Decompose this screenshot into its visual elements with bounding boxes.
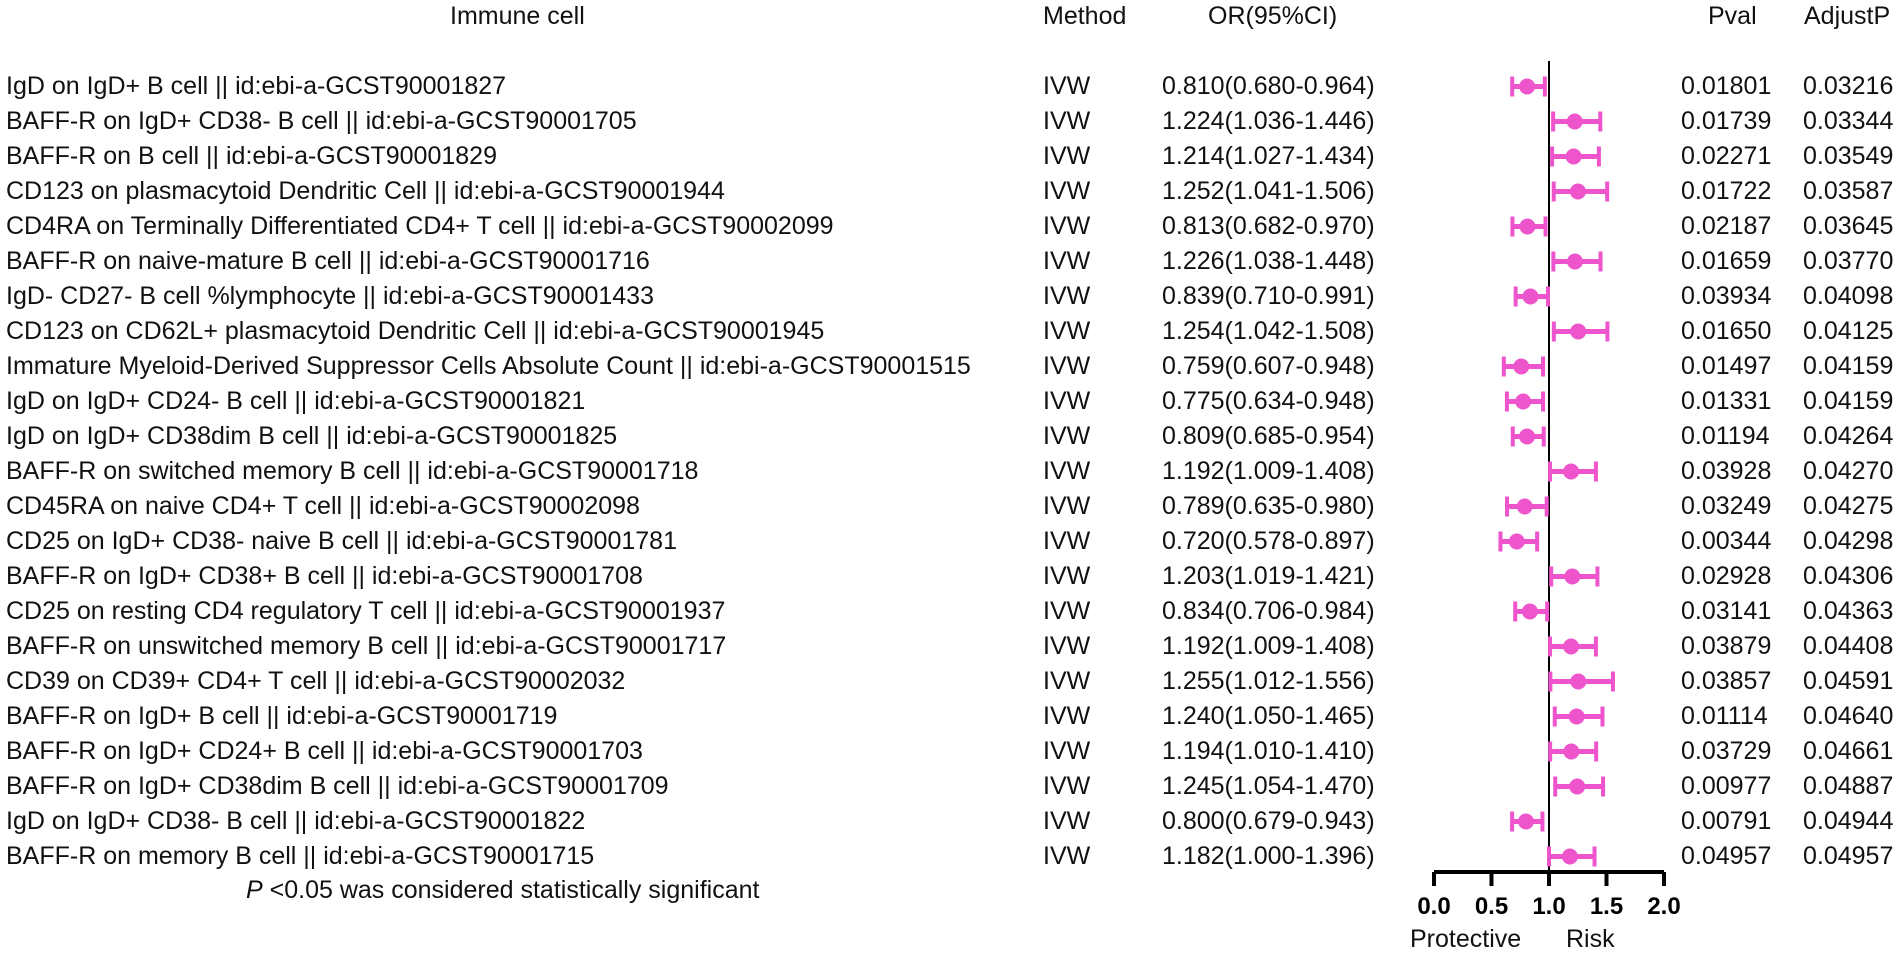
row-or-ci: 1.252(1.041-1.506) xyxy=(1162,177,1375,205)
row-method: IVW xyxy=(1043,562,1091,590)
row-pval: 0.02928 xyxy=(1681,562,1772,590)
or-point xyxy=(1563,464,1579,480)
footnote-p-symbol: P xyxy=(246,876,263,904)
row-method: IVW xyxy=(1043,597,1091,625)
row-pval: 0.01497 xyxy=(1681,352,1772,380)
row-method: IVW xyxy=(1043,387,1091,415)
row-or-ci: 0.839(0.710-0.991) xyxy=(1162,282,1375,310)
row-method: IVW xyxy=(1043,282,1091,310)
or-point xyxy=(1563,639,1579,655)
or-point xyxy=(1518,814,1534,830)
axis-label-protective: Protective xyxy=(1410,925,1522,953)
row-adjustp: 0.04306 xyxy=(1803,562,1894,590)
row-pval: 0.01659 xyxy=(1681,247,1772,275)
row-adjustp: 0.04944 xyxy=(1803,807,1894,835)
row-adjustp: 0.03216 xyxy=(1803,72,1894,100)
or-point xyxy=(1519,79,1535,95)
row-method: IVW xyxy=(1043,632,1091,660)
row-method: IVW xyxy=(1043,842,1091,870)
row-cell-name: BAFF-R on unswitched memory B cell || id:ebi-a-GCST90001717 xyxy=(6,632,727,660)
row-cell-name: BAFF-R on IgD+ CD38- B cell || id:ebi-a-GCST90001705 xyxy=(6,107,637,135)
row-method: IVW xyxy=(1043,772,1091,800)
row-cell-name: BAFF-R on naive-mature B cell || id:ebi-a-GCST90001716 xyxy=(6,247,650,275)
row-adjustp: 0.04264 xyxy=(1803,422,1894,450)
x-tick-label: 1.0 xyxy=(1532,893,1566,920)
row-method: IVW xyxy=(1043,142,1091,170)
or-point xyxy=(1569,779,1585,795)
row-method: IVW xyxy=(1043,72,1091,100)
row-adjustp: 0.04591 xyxy=(1803,667,1894,695)
row-or-ci: 1.214(1.027-1.434) xyxy=(1162,142,1375,170)
header-immune-cell: Immune cell xyxy=(450,2,585,30)
row-pval: 0.04957 xyxy=(1681,842,1772,870)
or-point xyxy=(1570,674,1586,690)
row-or-ci: 1.245(1.054-1.470) xyxy=(1162,772,1375,800)
row-method: IVW xyxy=(1043,737,1091,765)
row-or-ci: 0.775(0.634-0.948) xyxy=(1162,387,1375,415)
row-cell-name: BAFF-R on IgD+ CD24+ B cell || id:ebi-a-GCST90001703 xyxy=(6,737,643,765)
row-pval: 0.03879 xyxy=(1681,632,1772,660)
or-point xyxy=(1515,394,1531,410)
row-adjustp: 0.04159 xyxy=(1803,352,1894,380)
or-point xyxy=(1522,604,1538,620)
row-cell-name: IgD on IgD+ CD38- B cell || id:ebi-a-GCST90001822 xyxy=(6,807,586,835)
row-cell-name: BAFF-R on IgD+ CD38dim B cell || id:ebi-a-GCST90001709 xyxy=(6,772,669,800)
row-cell-name: CD123 on plasmacytoid Dendritic Cell || id:ebi-a-GCST90001944 xyxy=(6,177,725,205)
row-adjustp: 0.04661 xyxy=(1803,737,1894,765)
row-cell-name: Immature Myeloid-Derived Suppressor Cells Absolute Count || id:ebi-a-GCST90001515 xyxy=(6,352,971,380)
row-method: IVW xyxy=(1043,492,1091,520)
row-or-ci: 1.224(1.036-1.446) xyxy=(1162,107,1375,135)
row-cell-name: IgD on IgD+ B cell || id:ebi-a-GCST90001827 xyxy=(6,72,507,100)
row-adjustp: 0.04363 xyxy=(1803,597,1894,625)
x-tick-label: 0.5 xyxy=(1474,893,1509,920)
row-adjustp: 0.04270 xyxy=(1803,457,1894,485)
header-adjustp: AdjustP xyxy=(1804,2,1891,30)
row-method: IVW xyxy=(1043,527,1091,555)
row-method: IVW xyxy=(1043,422,1091,450)
row-method: IVW xyxy=(1043,212,1091,240)
row-method: IVW xyxy=(1043,667,1091,695)
row-cell-name: BAFF-R on switched memory B cell || id:ebi-a-GCST90001718 xyxy=(6,457,699,485)
row-pval: 0.01114 xyxy=(1681,702,1768,730)
x-tick-label: 1.5 xyxy=(1589,893,1624,920)
or-point xyxy=(1519,429,1535,445)
row-or-ci: 1.255(1.012-1.556) xyxy=(1162,667,1375,695)
row-or-ci: 0.759(0.607-0.948) xyxy=(1162,352,1375,380)
row-pval: 0.03249 xyxy=(1681,492,1772,520)
row-method: IVW xyxy=(1043,807,1091,835)
row-adjustp: 0.03645 xyxy=(1803,212,1894,240)
row-or-ci: 0.810(0.680-0.964) xyxy=(1162,72,1375,100)
row-or-ci: 1.192(1.009-1.408) xyxy=(1162,632,1375,660)
or-point xyxy=(1522,289,1538,305)
row-adjustp: 0.04275 xyxy=(1803,492,1894,520)
row-or-ci: 0.800(0.679-0.943) xyxy=(1162,807,1375,835)
row-adjustp: 0.04298 xyxy=(1803,527,1894,555)
row-or-ci: 1.194(1.010-1.410) xyxy=(1162,737,1375,765)
row-pval: 0.03141 xyxy=(1681,597,1772,625)
or-point xyxy=(1509,534,1525,550)
row-cell-name: IgD on IgD+ CD24- B cell || id:ebi-a-GCST90001821 xyxy=(6,387,586,415)
or-point xyxy=(1567,254,1583,270)
row-or-ci: 1.226(1.038-1.448) xyxy=(1162,247,1375,275)
row-adjustp: 0.03770 xyxy=(1803,247,1894,275)
row-adjustp: 0.04957 xyxy=(1803,842,1894,870)
row-pval: 0.00791 xyxy=(1681,807,1772,835)
row-or-ci: 1.254(1.042-1.508) xyxy=(1162,317,1375,345)
or-point xyxy=(1570,324,1586,340)
row-pval: 0.01331 xyxy=(1681,387,1772,415)
row-cell-name: BAFF-R on IgD+ CD38+ B cell || id:ebi-a-GCST90001708 xyxy=(6,562,643,590)
row-method: IVW xyxy=(1043,457,1091,485)
row-adjustp: 0.04887 xyxy=(1803,772,1894,800)
row-pval: 0.01801 xyxy=(1681,72,1772,100)
row-cell-name: CD25 on resting CD4 regulatory T cell || id:ebi-a-GCST90001937 xyxy=(6,597,726,625)
row-adjustp: 0.04408 xyxy=(1803,632,1894,660)
row-or-ci: 0.720(0.578-0.897) xyxy=(1162,527,1375,555)
footnote xyxy=(246,876,759,905)
row-pval: 0.00977 xyxy=(1681,772,1772,800)
row-cell-name: CD25 on IgD+ CD38- naive B cell || id:ebi-a-GCST90001781 xyxy=(6,527,677,555)
row-method: IVW xyxy=(1043,702,1091,730)
or-point xyxy=(1569,709,1585,725)
row-pval: 0.01722 xyxy=(1681,177,1772,205)
row-adjustp: 0.04125 xyxy=(1803,317,1894,345)
row-pval: 0.02187 xyxy=(1681,212,1772,240)
or-point xyxy=(1563,744,1579,760)
row-cell-name: CD4RA on Terminally Differentiated CD4+ T cell || id:ebi-a-GCST90002099 xyxy=(6,212,834,240)
or-point xyxy=(1566,149,1582,165)
axis-label-risk: Risk xyxy=(1566,925,1615,953)
row-or-ci: 1.240(1.050-1.465) xyxy=(1162,702,1375,730)
row-pval: 0.01650 xyxy=(1681,317,1772,345)
row-pval: 0.03928 xyxy=(1681,457,1772,485)
row-adjustp: 0.03344 xyxy=(1803,107,1894,135)
x-tick-label: 0.0 xyxy=(1417,893,1451,920)
row-pval: 0.03729 xyxy=(1681,737,1772,765)
row-cell-name: CD39 on CD39+ CD4+ T cell || id:ebi-a-GCST90002032 xyxy=(6,667,626,695)
row-cell-name: BAFF-R on memory B cell || id:ebi-a-GCST90001715 xyxy=(6,842,595,870)
row-cell-name: IgD- CD27- B cell %lymphocyte || id:ebi-a-GCST90001433 xyxy=(6,282,654,310)
or-point xyxy=(1517,499,1533,515)
row-or-ci: 1.192(1.009-1.408) xyxy=(1162,457,1375,485)
row-adjustp: 0.03549 xyxy=(1803,142,1894,170)
row-or-ci: 1.203(1.019-1.421) xyxy=(1162,562,1375,590)
row-cell-name: CD123 on CD62L+ plasmacytoid Dendritic Cell || id:ebi-a-GCST90001945 xyxy=(6,317,825,345)
row-cell-name: BAFF-R on IgD+ B cell || id:ebi-a-GCST90001719 xyxy=(6,702,558,730)
row-pval: 0.01739 xyxy=(1681,107,1772,135)
row-method: IVW xyxy=(1043,107,1091,135)
header-or-ci: OR(95%CI) xyxy=(1208,2,1338,30)
row-pval: 0.00344 xyxy=(1681,527,1772,555)
row-cell-name: BAFF-R on B cell || id:ebi-a-GCST90001829 xyxy=(6,142,497,170)
footnote-text: <0.05 was considered statistically significant xyxy=(262,876,760,904)
row-method: IVW xyxy=(1043,352,1091,380)
or-point xyxy=(1564,569,1580,585)
row-or-ci: 0.813(0.682-0.970) xyxy=(1162,212,1375,240)
row-adjustp: 0.04098 xyxy=(1803,282,1894,310)
header-pval: Pval xyxy=(1708,2,1757,30)
row-method: IVW xyxy=(1043,317,1091,345)
row-adjustp: 0.04159 xyxy=(1803,387,1894,415)
x-tick-label: 2.0 xyxy=(1647,893,1681,920)
row-pval: 0.01194 xyxy=(1681,422,1770,450)
row-adjustp: 0.04640 xyxy=(1803,702,1894,730)
row-pval: 0.03934 xyxy=(1681,282,1772,310)
or-point xyxy=(1513,359,1529,375)
row-pval: 0.03857 xyxy=(1681,667,1772,695)
or-point xyxy=(1519,219,1535,235)
row-pval: 0.02271 xyxy=(1681,142,1772,170)
row-or-ci: 0.809(0.685-0.954) xyxy=(1162,422,1375,450)
row-or-ci: 1.182(1.000-1.396) xyxy=(1162,842,1375,870)
row-cell-name: CD45RA on naive CD4+ T cell || id:ebi-a-GCST90002098 xyxy=(6,492,640,520)
row-or-ci: 0.834(0.706-0.984) xyxy=(1162,597,1375,625)
row-or-ci: 0.789(0.635-0.980) xyxy=(1162,492,1375,520)
row-method: IVW xyxy=(1043,177,1091,205)
row-method: IVW xyxy=(1043,247,1091,275)
or-point xyxy=(1562,849,1578,865)
or-point xyxy=(1570,184,1586,200)
row-adjustp: 0.03587 xyxy=(1803,177,1894,205)
row-cell-name: IgD on IgD+ CD38dim B cell || id:ebi-a-GCST90001825 xyxy=(6,422,618,450)
or-point xyxy=(1567,114,1583,130)
header-method: Method xyxy=(1043,2,1127,30)
